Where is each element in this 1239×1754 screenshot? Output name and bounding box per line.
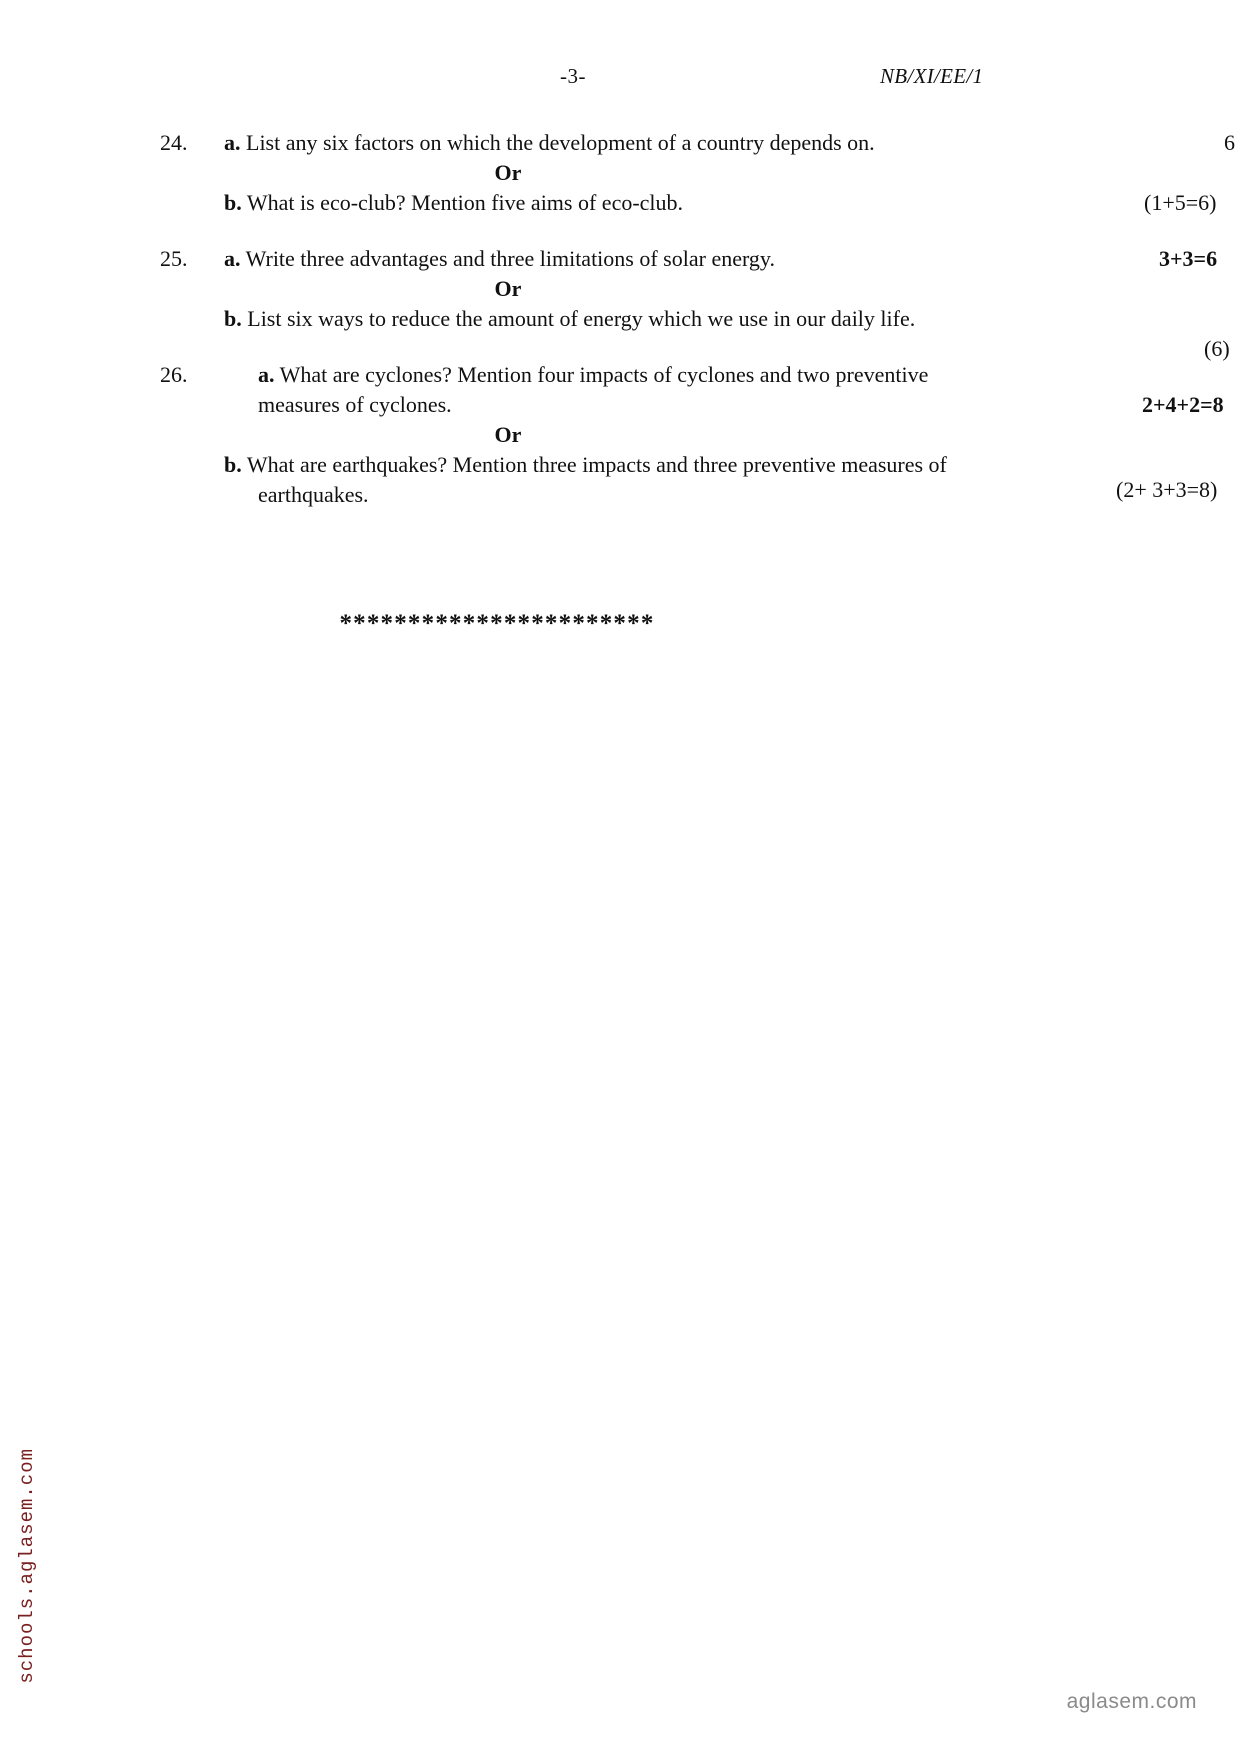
option-a-marks: 3+3=6 bbox=[1159, 246, 1218, 271]
option-b-marks: (1+5=6) bbox=[1144, 190, 1217, 215]
option-b-label: b. bbox=[224, 306, 242, 331]
question-item bbox=[0, 360, 1239, 510]
option-b-text: List six ways to reduce the amount of energy which we use in our daily life. bbox=[247, 306, 916, 331]
option-b-marks: (2+ 3+3=8) bbox=[1116, 477, 1218, 502]
question-option-b bbox=[224, 304, 1011, 334]
page-header bbox=[0, 64, 1239, 94]
question-item bbox=[0, 244, 1239, 361]
question-item bbox=[0, 128, 1239, 218]
option-b-label: b. bbox=[224, 190, 242, 215]
question-option-b bbox=[224, 450, 1011, 510]
option-b-text: What are earthquakes? Mention three impacts and three preventive measures of earthquakes. bbox=[246, 452, 947, 507]
or-separator: Or bbox=[494, 160, 522, 185]
corner-watermark: aglasem.com bbox=[1066, 1690, 1197, 1713]
option-a-label: a. bbox=[224, 130, 241, 155]
option-b-label: b. bbox=[224, 452, 242, 477]
question-option-a bbox=[224, 244, 1011, 274]
question-body bbox=[224, 244, 1230, 361]
page-number: -3- bbox=[560, 64, 586, 88]
option-a-label: a. bbox=[224, 246, 241, 271]
question-option-a bbox=[224, 360, 1011, 420]
question-option-b bbox=[224, 188, 1011, 218]
side-watermark: schools.aglasem.com bbox=[16, 1448, 38, 1684]
option-b-text: What is eco-club? Mention five aims of eco-club. bbox=[246, 190, 684, 215]
option-a-text: What are cyclones? Mention four impacts of cyclones and two preventive measures of cyclones. bbox=[258, 362, 929, 417]
option-a-marks: 2+4+2=8 bbox=[1142, 392, 1224, 417]
end-of-paper-stars: *********************** bbox=[339, 610, 655, 637]
paper-code: NB/XI/EE/1 bbox=[880, 64, 984, 88]
option-a-label: a. bbox=[258, 362, 275, 387]
question-body bbox=[224, 128, 1235, 218]
question-option-a bbox=[224, 128, 1011, 158]
option-a-marks: 6 bbox=[1224, 130, 1235, 155]
question-body bbox=[224, 360, 1224, 510]
or-separator: Or bbox=[494, 422, 522, 447]
option-a-text: List any six factors on which the development of a country depends on. bbox=[246, 130, 875, 155]
or-separator: Or bbox=[494, 276, 522, 301]
question-list bbox=[0, 128, 1239, 638]
question-number: 25. bbox=[160, 246, 188, 271]
option-b-marks: (6) bbox=[1204, 336, 1230, 361]
question-number: 24. bbox=[160, 130, 188, 155]
option-a-text: Write three advantages and three limitations of solar energy. bbox=[245, 246, 775, 271]
question-number: 26. bbox=[160, 362, 188, 387]
